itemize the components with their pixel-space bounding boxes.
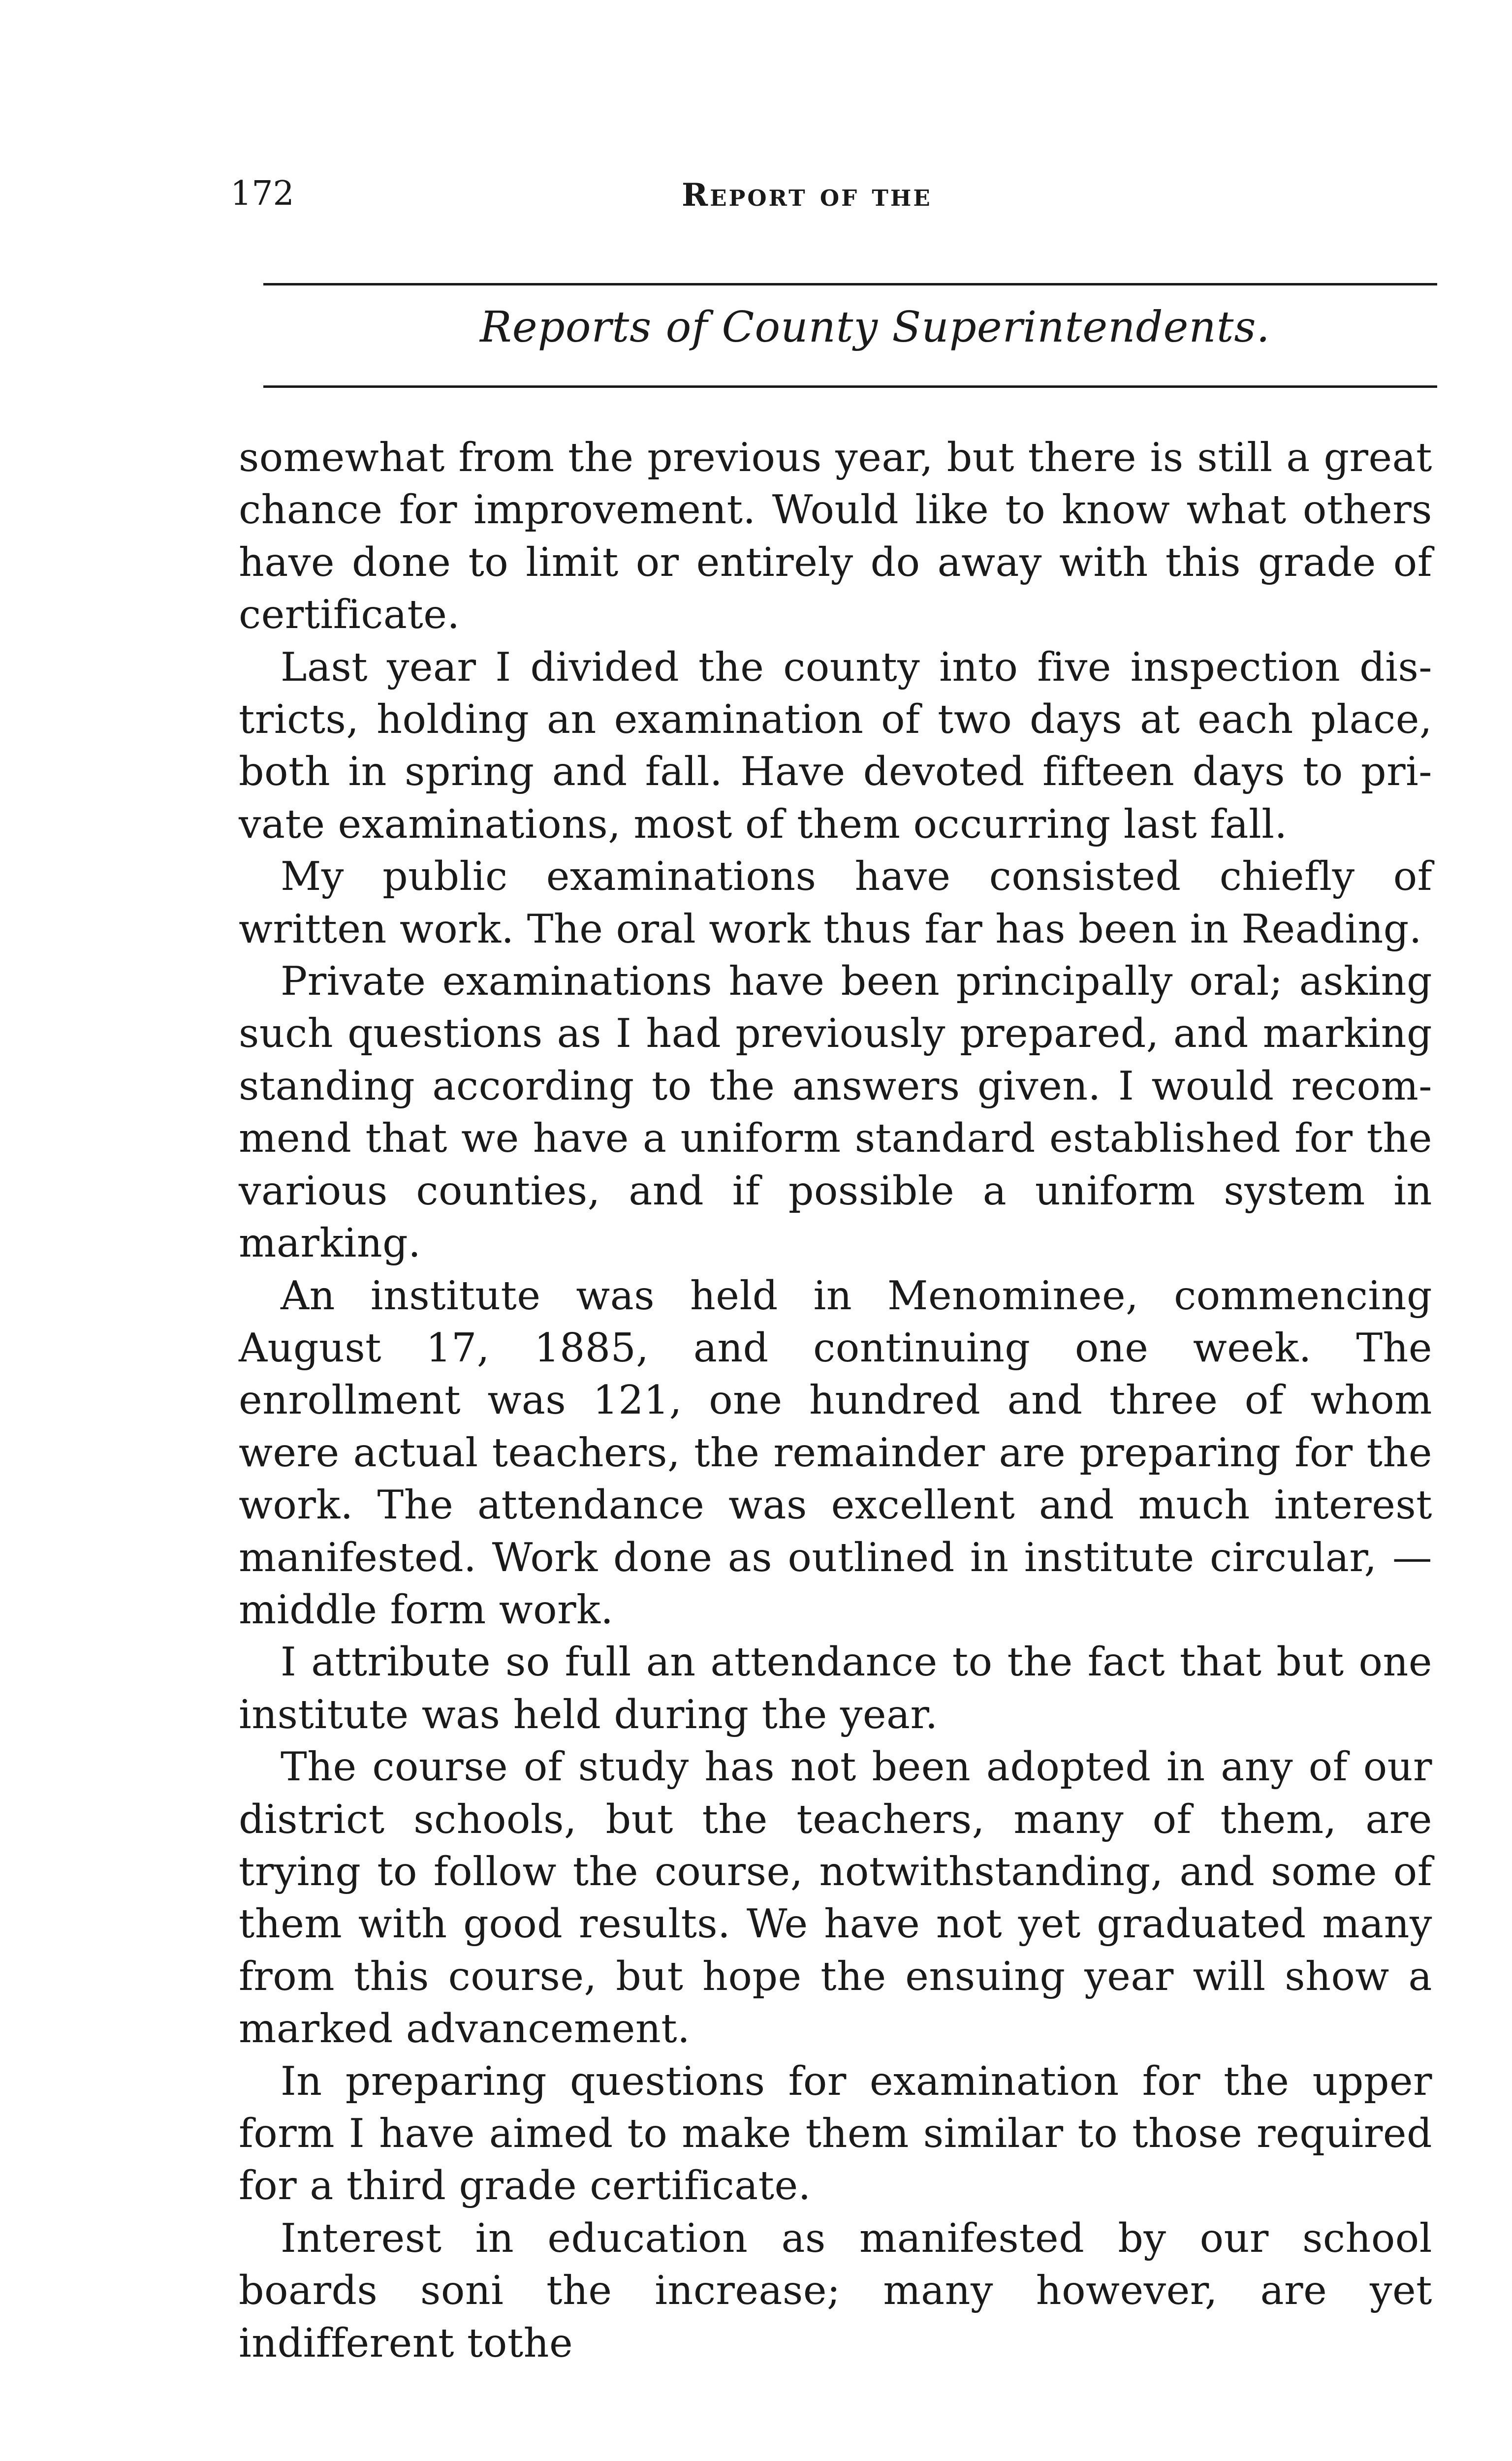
paragraph: Interest in education as manifested by our school boards soni the increase; many however, are yet indifferent tothe (239, 2214, 1432, 2366)
header-rule-top (263, 283, 1437, 285)
header-rule-bottom (263, 385, 1437, 388)
paragraph: I attribute so full an attendance to the fact that but one institute was held during the year. (239, 1639, 1432, 1737)
paragraph: In preparing questions for examination for the upper form I have aimed to make them similar to those required for a third grade certificate. (239, 2057, 1432, 2209)
paragraph: My public examinations have consisted chiefly of written work. The oral work thus far has been in Reading. (239, 853, 1432, 952)
paragraph-continued: somewhat from the previous year, but there is still a great chance for improvement. Would like to know what others have done to limit or entirely do away with this grade of certificate. (239, 434, 1432, 638)
page-number: 172 (230, 174, 294, 213)
paragraph: Private examinations have been principally oral; asking such questions as I had previously prepared, and marking standing according to the answers given. I would recom- mend that we have a uniform standard established for the various counties, and if possible a uniform system in marking. (239, 958, 1432, 1266)
running-title: Report of the (682, 177, 932, 214)
paragraph: An institute was held in Menominee, commencing August 17, 1885, and continuing one week. The enrollment was 121, one hundred and three of whom were actual teachers, the remainder are preparing for the work. The attendance was excellent and much interest manifested. Work done as outlined in institute circular, — middle form work. (239, 1272, 1432, 1633)
paragraph: Last year I divided the county into five inspection dis- tricts, holding an examination of two days at each place, both in spring and fall. Have devoted fifteen days to pri- vate examinations, most of them occurring last fall. (239, 643, 1432, 847)
paragraph: The course of study has not been adopted in any of our district schools, but the teachers, many of them, are trying to follow the course, notwithstanding, and some of them with good results. We have not yet graduated many from this course, but hope the ensuing year will show a marked advancement. (239, 1743, 1432, 2052)
body-text (239, 431, 1432, 2369)
section-title: Reports of County Superintendents. (480, 303, 1270, 352)
